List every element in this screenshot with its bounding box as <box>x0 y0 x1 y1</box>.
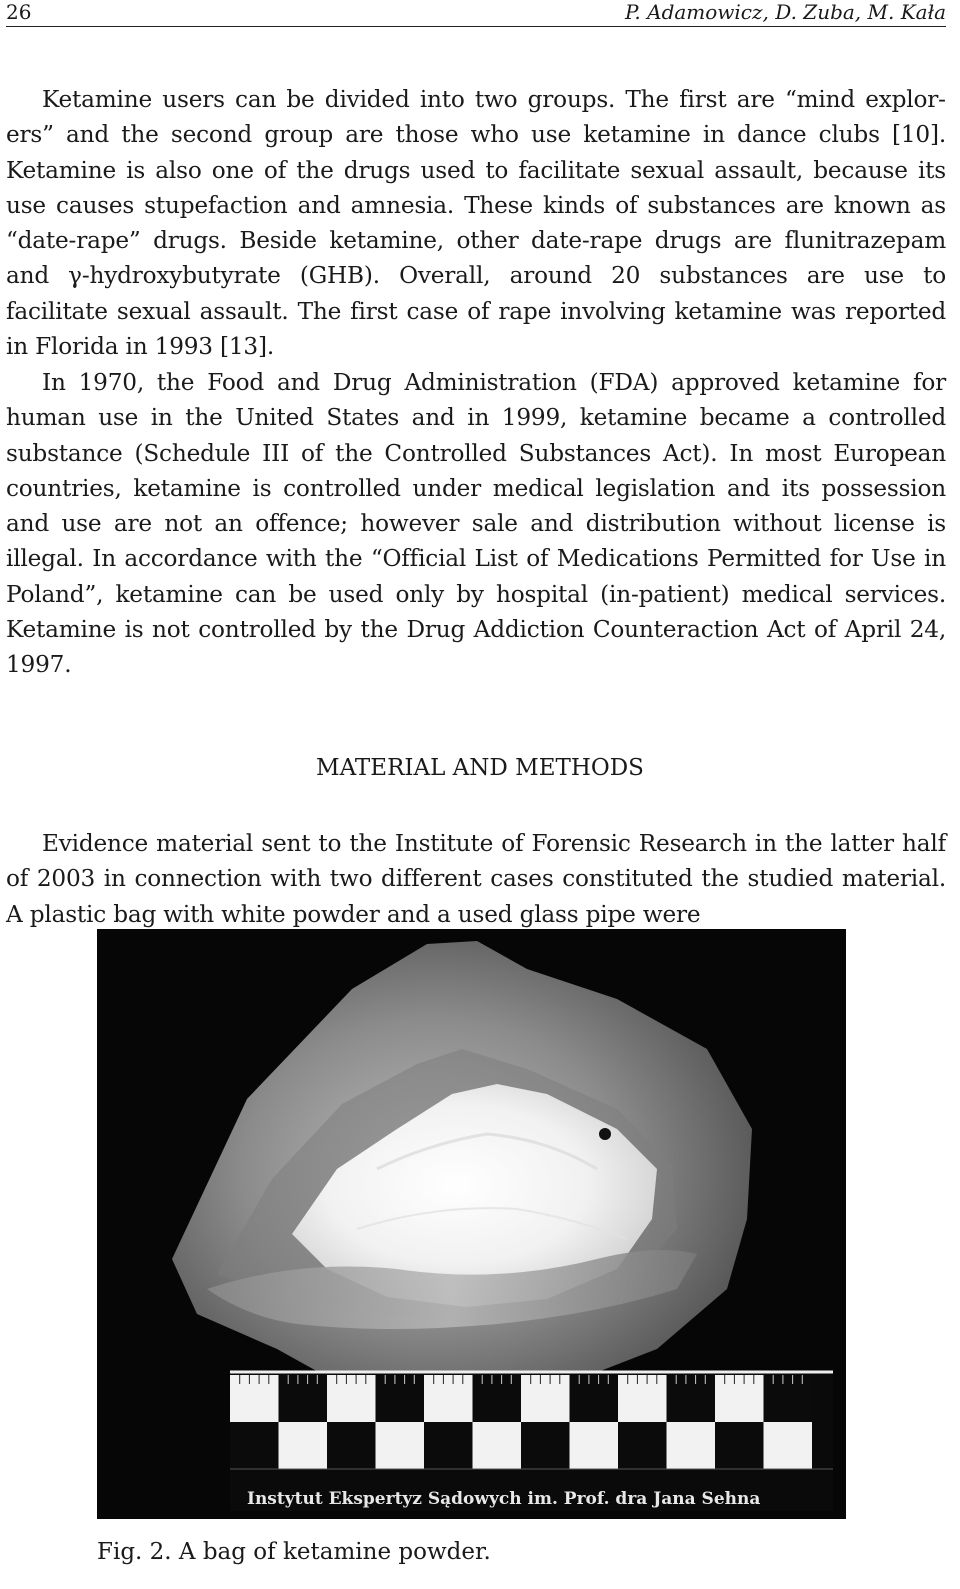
paragraph-text: Ketamine users can be divided into two groups. The first are “mind explorers” and the second group are those who use ketamine in dance clubs [10]. Ketamine is also one of the drugs used to facilitate sexual assault, because its use causes stupefaction and amnesia. These kinds of substances are known as “date-rape” drugs. Beside ketamine, other date-rape drugs are flunitrazepam and γ-hydroxybutyrate (GHB). Overall, around 20 substances are use to facilitate sexual assault. The first case of rape involving ketamine was reported in Florida in 1993 [13]. <box>6 86 946 361</box>
figure-caption: Fig. 2. A bag of ketamine powder. <box>97 1539 491 1565</box>
figure-photo-ketamine-bag <box>97 929 846 1519</box>
ruler-square <box>570 1375 619 1422</box>
ruler-square <box>521 1422 570 1469</box>
ruler-square <box>327 1422 376 1469</box>
page-number: 26 <box>6 0 32 24</box>
bag-hole <box>599 1128 611 1140</box>
ruler-square <box>667 1375 716 1422</box>
running-head <box>6 0 946 27</box>
ruler-square <box>618 1422 667 1469</box>
paragraph-text: In 1970, the Food and Drug Administration (FDA) approved ketamine for human use in the United States and in 1999, ketamine became a controlled substance (Schedule III of the Controlled Substances Act). In most European countries, ketamine is controlled under medical legislation and its possession and use are not an offence; however sale and distribution without license is illegal. In accordance with the “Official List of Medications Permitted for Use in Poland”, ketamine can be used only by hospital (in-patient) medical services. Ketamine is not controlled by the Drug Addiction Counteraction Act of April 24, 1997. <box>6 369 946 679</box>
ruler-square <box>424 1375 473 1422</box>
ruler-square <box>424 1422 473 1469</box>
ruler-square <box>230 1375 279 1422</box>
ruler-square <box>279 1422 328 1469</box>
ruler-square <box>473 1422 522 1469</box>
ruler-square <box>521 1375 570 1422</box>
ruler-square <box>570 1422 619 1469</box>
paragraph-text: Evidence material sent to the Institute of Forensic Research in the latter half of 2003 in connection with two different cases constituted the studied material. A plastic bag with white powder and a used glass pipe were <box>6 830 946 928</box>
paragraph-fda-regulation <box>6 365 946 683</box>
section-heading: MATERIAL AND METHODS <box>316 755 644 781</box>
ruler-square <box>376 1422 425 1469</box>
paragraph-ketamine-users <box>6 82 946 364</box>
ruler-square <box>618 1375 667 1422</box>
ruler-square <box>764 1375 813 1422</box>
ruler-square <box>327 1375 376 1422</box>
institute-label: Instytut Ekspertyz Sądowych im. Prof. dra Jana Sehna <box>247 1489 761 1509</box>
ruler-square <box>279 1375 328 1422</box>
ruler-square <box>473 1375 522 1422</box>
ruler-square <box>667 1422 716 1469</box>
paragraph-evidence-material <box>6 826 946 932</box>
ruler-square <box>376 1375 425 1422</box>
ruler-square <box>764 1422 813 1469</box>
ruler-square <box>715 1375 764 1422</box>
ruler-square <box>715 1422 764 1469</box>
ketamine-bag-photo <box>97 929 846 1519</box>
ruler-square <box>230 1422 279 1469</box>
running-head-authors: P. Adamowicz, D. Zuba, M. Kała <box>625 0 946 24</box>
